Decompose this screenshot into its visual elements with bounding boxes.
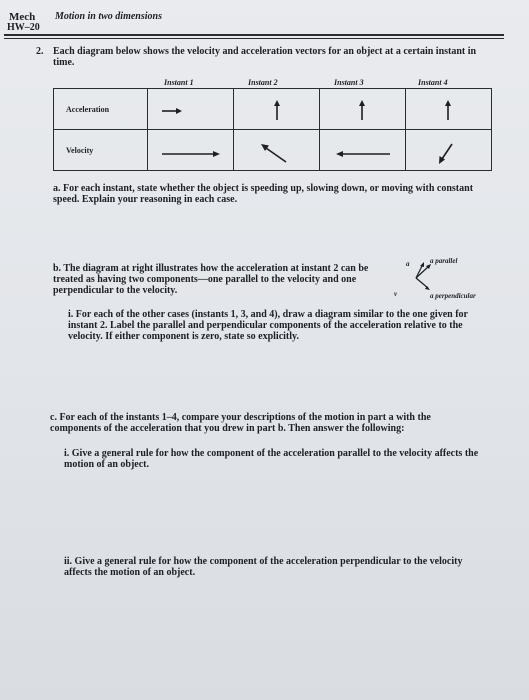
row-label-velocity: Velocity (54, 130, 148, 171)
acceleration-instant-2 (234, 89, 320, 130)
acceleration-instant-4 (406, 89, 492, 130)
left-arrow-icon (320, 130, 405, 170)
a-label: a (406, 260, 410, 268)
column-header-instant-1: Instant 1 (164, 78, 194, 87)
question-number: 2. (36, 46, 44, 57)
velocity-instant-2 (234, 130, 320, 171)
acceleration-instant-3 (320, 89, 406, 130)
table-row-velocity (54, 130, 492, 171)
parallel-component-label: a parallel (430, 257, 458, 265)
row-label-acceleration: Acceleration (54, 89, 148, 130)
question-prompt: Each diagram below shows the velocity and acceleration vectors for an object at a certain instant in time. (53, 46, 477, 68)
part-b-i-prompt: i. For each of the other cases (instants 1, 3, and 4), draw a diagram similar to the one given for instant 2. Label the parallel and perpendicular components of the acceleration relative to the velocity. If either component is zero, state so explicitly. (68, 309, 468, 342)
up-arrow-icon (234, 89, 319, 129)
vector-table (53, 88, 492, 171)
part-c-i-prompt: i. Give a general rule for how the component of the acceleration parallel to the velocity affects the motion of an object. (64, 448, 479, 470)
up-arrow-icon (320, 89, 405, 129)
velocity-label: v (394, 290, 398, 298)
part-c-ii-prompt: ii. Give a general rule for how the component of the acceleration perpendicular to the velocity affects the motion of an object. (64, 556, 463, 578)
column-header-instant-4: Instant 4 (418, 78, 448, 87)
part-c-prompt: c. For each of the instants 1–4, compare your descriptions of the motion in part a with the components of the acceleration that you drew in part b. Then answer the following: (50, 412, 431, 434)
worksheet-title: Motion in two dimensions (55, 11, 162, 22)
up-left-arrow-icon (234, 130, 319, 170)
course-label: Mech (9, 11, 36, 23)
header-rule (4, 34, 504, 36)
table-row-acceleration (54, 89, 492, 130)
column-header-instant-2: Instant 2 (248, 78, 278, 87)
acceleration-instant-1 (148, 89, 234, 130)
velocity-instant-4 (406, 130, 492, 171)
velocity-instant-1 (148, 130, 234, 171)
perpendicular-component-label: a perpendicular (430, 292, 476, 300)
homework-number: HW–20 (7, 22, 40, 33)
header-rule-thin (4, 38, 504, 39)
right-arrow-icon (148, 89, 233, 129)
up-arrow-icon (406, 89, 491, 129)
part-a-prompt: a. For each instant, state whether the object is speeding up, slowing down, or moving with constant speed. Explain your reasoning in each case. (53, 183, 474, 205)
component-diagram (384, 254, 494, 304)
part-b-prompt: b. The diagram at right illustrates how the acceleration at instant 2 can be treated as having two components—one parallel to the velocity and one perpendicular to the velocity. (53, 263, 369, 296)
down-left-arrow-icon (406, 130, 491, 170)
column-header-instant-3: Instant 3 (334, 78, 364, 87)
velocity-instant-3 (320, 130, 406, 171)
right-arrow-icon (148, 130, 233, 170)
